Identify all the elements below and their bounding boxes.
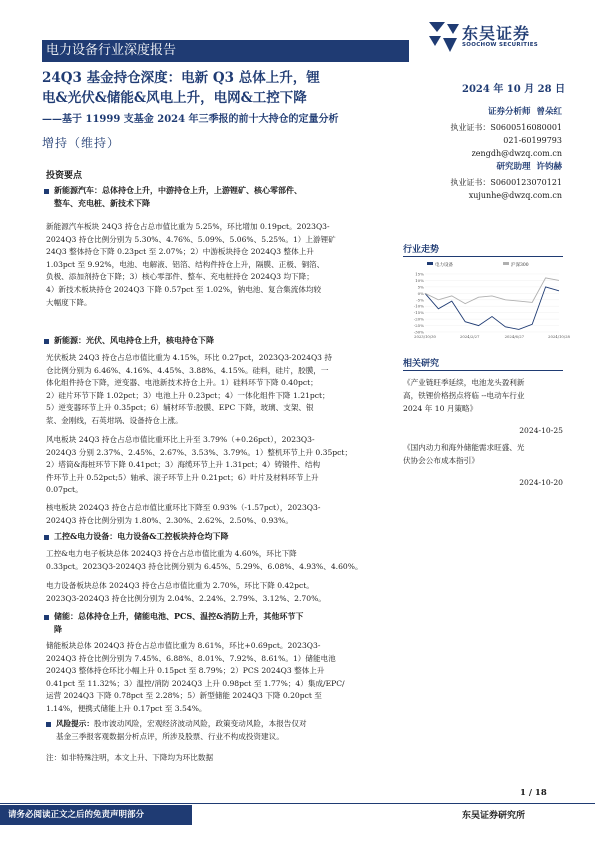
paragraph-line: 大幅度下降。 (46, 297, 92, 307)
paragraph-line: 2024Q3 分别 2.37%、2.45%、2.67%、3.53%、3.79%。1）整机环节上升 0.35pct； (46, 447, 353, 457)
paragraph (46, 640, 388, 716)
paragraph-line: 电力设备板块总体 2024Q3 持仓占总市值比重为 2.70%，环比下降 0.42pct。 (46, 581, 314, 590)
paragraph-line: 体化组件持仓下降，逆变器、电池新技术持仓上升。1）硅料环节下降 0.40pct； (46, 378, 318, 388)
paragraph (46, 352, 388, 428)
related-item-text: 《产业链旺季延续，电池龙头盈利新 (403, 378, 525, 387)
industry-trend-chart (403, 260, 570, 342)
analyst-block (402, 106, 562, 202)
trend-divider (403, 256, 563, 257)
section-heading-text: 新能源汽车：总体持仓上升，中游持仓上升，上游锂矿、核心零部件、 (54, 185, 302, 195)
analyst-phone: 021-60199793 (503, 136, 562, 145)
analyst-role: 证券分析师 (488, 107, 531, 117)
related-item-text: 《国内动力和海外储能需求旺盛、光 (403, 443, 525, 452)
section-heading (44, 530, 389, 543)
paragraph-line: 1.03pct 至 9.92%，电池、电解液、铝箔、结构件持仓上升，隔膜、正极、铜箔、 (46, 259, 325, 269)
paragraph-line: 5）逆变器环节上升 0.35pct；6）辅材环节:胶膜、EPC 下降，玻璃、支架、银 (46, 403, 314, 413)
paragraph-line: 2024Q3 整体持仓环比小幅上升 0.15pct 至 8.79%；2）PCS 2024Q3 整体上升 (46, 666, 325, 676)
paragraph (46, 580, 388, 605)
paragraph-line: 光伏板块 24Q3 持仓占总市值比重为 4.15%，环比 0.27pct，2023Q3-2024Q3 持 (46, 353, 333, 362)
bullet-square (44, 339, 49, 344)
related-divider (403, 370, 563, 371)
title-line: 24Q3 基金持仓深度：电新 Q3 总体上升，锂 (42, 70, 320, 86)
y-tick-label: -15% (413, 310, 424, 316)
risk-line: 股市波动风险，宏观经济波动风险，政策变动风险，本报告仅对 (93, 719, 307, 728)
report-type-banner: 电力设备行业深度报告 (42, 40, 409, 62)
paragraph-line: 新能源汽车板块 24Q3 持仓占总市值比重为 5.25%，环比增加 0.19pct。2023Q3- (46, 222, 330, 231)
risk-note (46, 718, 388, 743)
paragraph-line: 仓比例分别为 6.46%、4.16%、4.45%、3.88%、4.15%。硅料，硅片，胶膜，一 (46, 365, 329, 375)
legend-label: 沪深300 (511, 263, 529, 268)
related-item-text: 2024 年 10 月策略》 (403, 404, 478, 413)
cert-label: 执业证书： (450, 178, 491, 187)
paragraph-line: 0.07pct。 (46, 485, 83, 495)
risk-line: 基金三季报客观数据分析点评，所涉及股票、行业不构成投资建议。 (56, 731, 284, 741)
paragraph-line: 负极、添加剂持仓下降；3）核心零部件、整车、充电桩持仓 2024Q3 均下降； (46, 272, 314, 282)
cert-label: 执业证书： (450, 123, 491, 132)
report-subtitle: ——基于 11999 支基金 2024 年三季报的前十大持仓的定量分析 (42, 114, 339, 125)
trend-title: 行业走势 (403, 245, 440, 255)
section-heading-text: 工控&电力设备：电力设备&工控板块持仓均下降 (54, 531, 229, 541)
bullet-square (44, 189, 49, 194)
section-heading-text: 降 (54, 624, 62, 634)
y-tick-label: 15% (415, 271, 424, 277)
assistant-name: 许钧赫 (536, 162, 562, 172)
paragraph-line: 2）塔筒&海桩环节下降 0.41pct；3）海缆环节上升 1.31pct；4）铸锻件、结构 (46, 460, 321, 470)
section-heading-text: 储能：总体持仓上升，储能电池、PCS、温控&消防上升，其他环节下 (54, 611, 304, 621)
y-tick-label: -5% (416, 297, 424, 303)
invest-title: 投资要点 (46, 171, 83, 181)
report-title (42, 68, 397, 108)
assistant-role: 研究助理 (496, 162, 531, 172)
paragraph-line: 工控&电力电子板块总体 2024Q3 持仓占总市值比重为 4.60%，环比下降 (46, 549, 297, 558)
paragraph (46, 221, 388, 309)
related-item[interactable] (403, 376, 563, 437)
section-heading (44, 334, 389, 347)
paragraph (46, 434, 388, 497)
x-tick-label: 2023/10/30 (414, 334, 436, 339)
section-heading (44, 184, 389, 210)
legend-swatch (503, 262, 509, 265)
legend-label: 电力设备 (435, 263, 453, 268)
footnote: 注：如非特殊注明，本文上升、下降均为环比数据 (46, 753, 214, 762)
section-heading (44, 610, 389, 636)
paragraph-line: 储能板块总体 2024Q3 持仓占总市值比重为 8.61%，环比+0.69pct。2023Q3- (46, 641, 321, 650)
section-heading-text: 新能源：光伏、风电持仓上升，核电持仓下降 (54, 335, 214, 345)
x-tick-label: 2024/10/28 (548, 334, 570, 339)
disclaimer-banner: 请务必阅读正文之后的免责声明部分 (0, 805, 192, 825)
related-item-text: 高，铁锂价格拐点将临 --电动车行业 (403, 391, 525, 400)
x-tick-label: 2024/6/27 (504, 334, 525, 339)
analyst-email[interactable]: zengdh@dwzq.com.cn (471, 149, 562, 158)
y-tick-label: -30% (413, 329, 424, 335)
legend-swatch (427, 262, 433, 265)
analyst-cert (402, 121, 562, 134)
y-tick-label: 5% (417, 284, 424, 290)
y-tick-label: -25% (413, 323, 424, 329)
bullet-square (46, 722, 51, 727)
related-item[interactable] (403, 441, 563, 489)
x-tick-label: 2024/2/27 (459, 334, 480, 339)
assistant-cert (402, 176, 562, 189)
related-item-date: 2024-10-20 (519, 478, 563, 487)
logo-name: 东吴证券 (462, 24, 531, 43)
paragraph-line: 运营 2024Q3 下降 0.78pct 至 2.28%；5）新型储能 2024Q3 下降 0.20pct 至 (46, 691, 322, 701)
related-title: 相关研究 (403, 359, 440, 369)
paragraph-line: 2023Q3-2024Q3 持仓比例分别为 2.04%、2.24%、2.79%、3.12%、2.70%。 (46, 593, 326, 603)
paragraph-line: 浆、金刚线，石英坩埚、设备持仓上涨。 (46, 415, 183, 425)
related-list (403, 376, 563, 489)
report-date: 2024 年 10 月 28 日 (462, 84, 566, 95)
paragraph (46, 548, 388, 573)
logo-english-name: SOOCHOW SECURITIES (462, 42, 539, 48)
paragraph (46, 502, 388, 527)
related-item-date: 2024-10-25 (519, 426, 563, 435)
y-tick-label: 0% (417, 290, 424, 296)
risk-label: 风险提示： (56, 719, 94, 728)
bullet-square (44, 615, 49, 620)
paragraph-line: 2）硅片环节下降 1.02pct；3）电池上升 0.23pct；4）一体化组件下降 1.21pct； (46, 390, 330, 400)
y-tick-label: -20% (413, 316, 424, 322)
rating: 增持（维持） (42, 136, 121, 150)
paragraph-line: 2024Q3 持仓比例分别为 5.30%、4.76%、5.09%、5.06%、5.25%。1）上游锂矿 (46, 234, 336, 244)
assistant-role-name (402, 161, 562, 174)
paragraph-line: 0.41pct 至 11.32%；3）温控/消防 2024Q3 上升 0.98pct 至 1.77%；4）集成/EPC/ (46, 678, 345, 688)
paragraph-line: 1.14%，便携式储能上升 0.17pct 至 3.54%。 (46, 703, 207, 713)
paragraph-line: 2024Q3 持仓比例分别为 7.45%、6.88%、8.01%、7.92%、8.61%。1）储能电池 (46, 653, 336, 663)
analyst-role-name (402, 106, 562, 119)
title-line: 电&光伏&储能&风电上升，电网&工控下降 (42, 90, 307, 106)
assistant-email[interactable]: xujunhe@dwzq.com.cn (468, 191, 562, 200)
cert-number: S0600123070121 (490, 178, 562, 187)
related-item-text: 伏协会公布成本指引》 (403, 456, 479, 465)
y-tick-label: 10% (415, 277, 424, 283)
page-number: 1 / 18 (520, 788, 547, 798)
bullet-square (44, 535, 49, 540)
paragraph-line: 件环节上升 0.52pct;5）轴承、滚子环节上升 0.21pct；6）叶片及材料环节上升 (46, 472, 319, 482)
footer-institute: 东吴证券研究所 (462, 811, 526, 821)
y-tick-label: -10% (413, 303, 424, 309)
analyst-name: 曾朵红 (536, 107, 562, 117)
paragraph-line: 4）新技术板块持仓 2024Q3 下降 0.57pct 至 1.02%，钠电池、复合集流体均较 (46, 284, 322, 294)
paragraph-line: 2024Q3 持仓比例分别为 1.80%、2.30%、2.62%、2.50%、0.93%。 (46, 515, 293, 525)
cert-number: S0600516080001 (490, 123, 562, 132)
paragraph-line: 24Q3 整体持仓下降 0.23pct 至 2.07%；2）中游板块持仓 2024Q3 整体上升 (46, 247, 314, 257)
paragraph-line: 风电板块 24Q3 持仓占总市值比重环比上升至 3.79%（+0.26pct），2023Q3- (46, 435, 315, 444)
paragraph-line: 0.33pct。2023Q3-2024Q3 持仓比例分别为 6.45%、5.29%、6.08%、4.93%、4.60%。 (46, 561, 363, 571)
paragraph-line: 核电板块 2024Q3 持仓占总市值比重环比下降至 0.93%（-1.57pct），2023Q3- (46, 503, 321, 512)
footer-divider (0, 803, 595, 804)
section-heading-text: 整车、充电桩、新技术下降 (54, 198, 150, 208)
